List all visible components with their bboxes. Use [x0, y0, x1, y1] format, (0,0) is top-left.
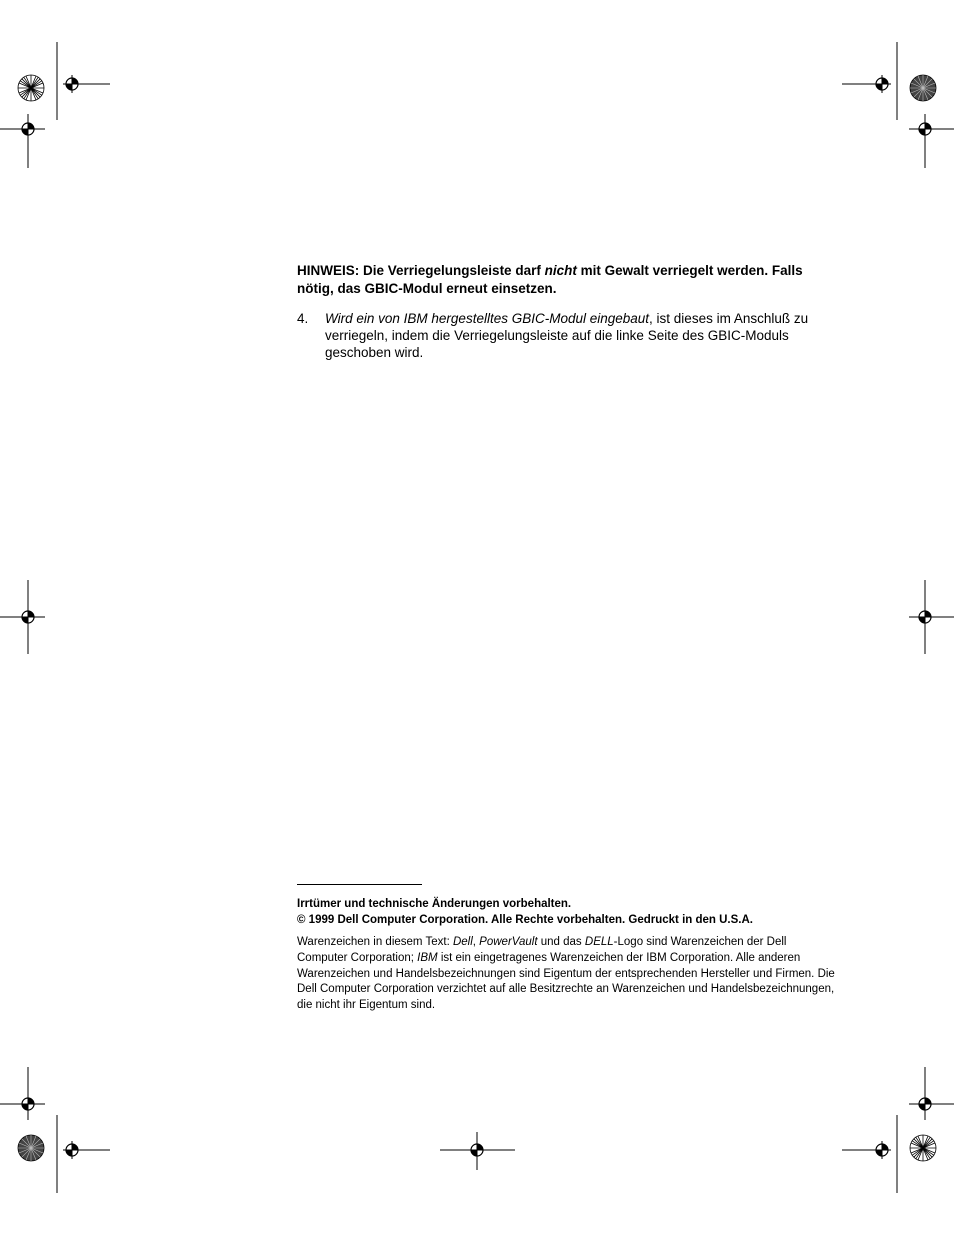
notice-emphasis: nicht	[544, 263, 577, 278]
trademark-text: ist ein eingetragenes Warenzeichen der IBM Corporation. Alle anderen Warenzeichen und Handelsbezeichnungen sind Eigentum der entsprechenden Hersteller und Firmen. Die Dell Computer Corporation verzichtet auf alle Besitzrechte an Warenzeichen und Handelsbezeichnungen, die nicht ihr Eigentum sind.	[297, 951, 835, 1012]
footer-copyright	[297, 896, 837, 928]
footer-copyright-line: © 1999 Dell Computer Corporation. Alle Rechte vorbehalten. Gedruckt in den U.S.A.	[297, 914, 753, 926]
trademark-ibm: IBM	[417, 951, 438, 964]
trademark-text: -Logo sind Warenzeichen der Dell Computer Corporation;	[297, 936, 787, 964]
notice-paragraph	[297, 262, 837, 298]
step-body	[325, 310, 837, 361]
trademark-text: Warenzeichen in diesem Text:	[297, 936, 453, 948]
step-emphasis: Wird ein von IBM hergestelltes GBIC-Modul eingebaut	[325, 311, 650, 326]
trademark-dell: Dell	[452, 936, 473, 948]
step-number: 4.	[297, 311, 309, 326]
trademark-dell-logo: DELL	[584, 936, 614, 948]
step-text: , ist dieses im Anschluß zu verriegeln, indem die Verriegelungsleiste auf die linke Seite des GBIC-Moduls geschoben wird.	[325, 311, 809, 360]
notice-text-before: Die Verriegelungsleiste darf	[359, 263, 545, 278]
trademark-notice	[297, 935, 837, 1014]
footnote-divider	[297, 884, 422, 885]
footer-disclaimer: Irrtümer und technische Änderungen vorbehalten.	[297, 898, 572, 910]
notice-label: HINWEIS:	[297, 263, 360, 278]
trademark-powervault: PowerVault	[479, 936, 538, 948]
trademark-text: ,	[472, 936, 480, 948]
trademark-text: und das	[537, 936, 585, 948]
notice-text-after: mit Gewalt verriegelt werden. Falls nötig, das GBIC-Modul erneut einsetzen.	[297, 263, 803, 296]
step-item	[297, 310, 837, 361]
